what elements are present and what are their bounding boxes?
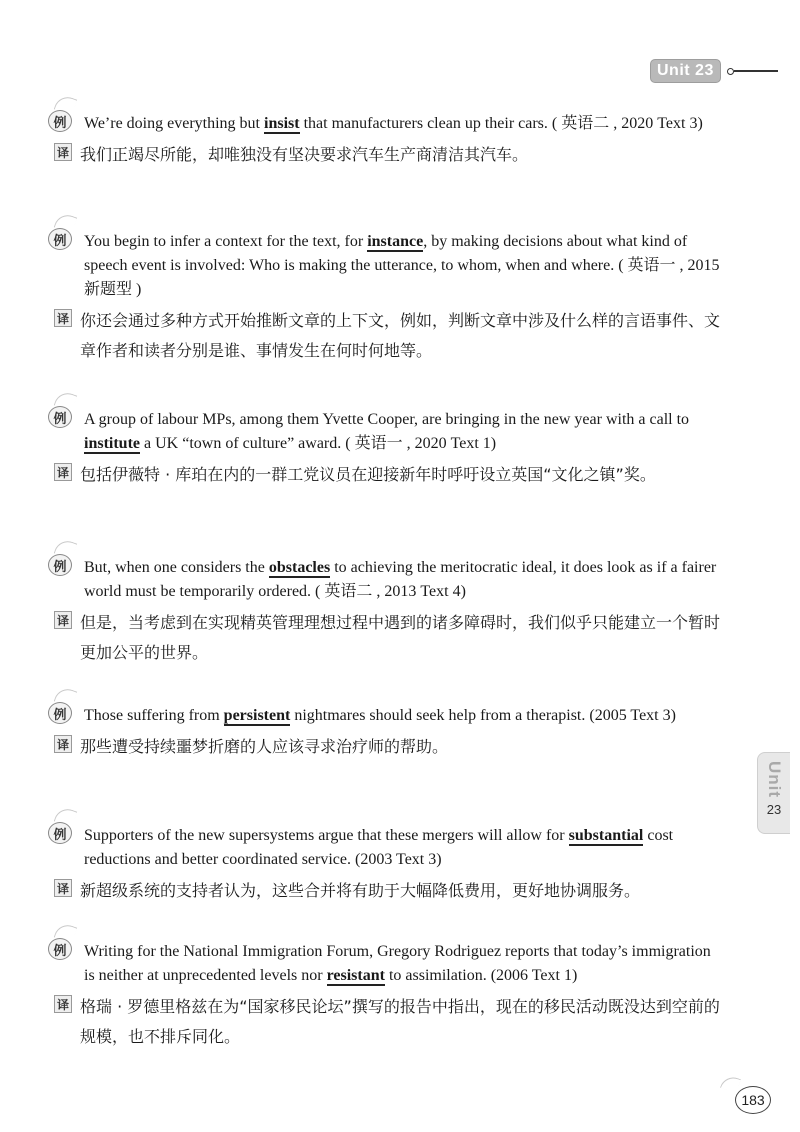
keyword: substantial (568, 827, 644, 844)
example-entry-4 (54, 556, 724, 668)
example-icon: 例 (48, 110, 76, 136)
unit-header-line (727, 68, 778, 75)
example-sentence: Writing for the National Immigration Forum, Gregory Rodriguez reports that today’s immigration is neither at unprecedented levels nor resistant to assimilation. (2006 Text 1) (84, 943, 711, 984)
example-icon: 例 (48, 702, 76, 728)
translation-text: 包括伊薇特 · 库珀在内的一群工党议员在迎接新年时呼吁设立英国“文化之镇”奖。 (80, 465, 656, 484)
keyword: obstacles (268, 559, 331, 576)
keyword: institute (84, 435, 140, 452)
side-unit-tab (757, 752, 790, 834)
translation-icon: 译 (54, 309, 72, 327)
example-sentence: But, when one considers the obstacles to achieving the meritocratic ideal, it does look as if a fairer world must be temporarily ordered. ( 英语二 , 2013 Text 4) (84, 559, 717, 600)
side-tab-number: 23 (766, 802, 782, 818)
translation-icon: 译 (54, 143, 72, 161)
example-sentence: Those suffering from persistent nightmares should seek help from a therapist. (2005 Text 3) (84, 707, 676, 724)
example-entry-5 (54, 704, 724, 762)
translation-icon: 译 (54, 735, 72, 753)
example-entry-2 (54, 230, 724, 366)
example-entry-1 (54, 112, 724, 170)
translation-text: 但是，当考虑到在实现精英管理理想过程中遇到的诸多障碍时，我们似乎只能建立一个暂时更加公平的世界。 (80, 613, 721, 662)
unit-header (650, 60, 778, 82)
page-number: 183 (735, 1086, 771, 1114)
example-icon: 例 (48, 406, 76, 432)
side-tab-label: Unit (765, 761, 784, 799)
keyword: resistant (326, 967, 385, 984)
keyword: instance (367, 233, 424, 250)
example-entry-7 (54, 940, 724, 1052)
example-entry-6 (54, 824, 724, 906)
unit-badge: Unit 23 (650, 59, 721, 83)
example-sentence: Supporters of the new supersystems argue that these mergers will allow for substantial cost reductions and better coordinated service. (2003 Text 3) (84, 827, 674, 868)
translation-text: 新超级系统的支持者认为，这些合并将有助于大幅降低费用，更好地协调服务。 (80, 881, 641, 900)
keyword: insist (264, 115, 300, 132)
translation-icon: 译 (54, 995, 72, 1013)
translation-icon: 译 (54, 463, 72, 481)
translation-icon: 译 (54, 879, 72, 897)
example-icon: 例 (48, 938, 76, 964)
translation-icon: 译 (54, 611, 72, 629)
translation-text: 你还会通过多种方式开始推断文章的上下文，例如，判断文章中涉及什么样的言语事件、文章作者和读者分别是谁、事情发生在何时何地等。 (80, 311, 721, 360)
example-sentence: You begin to infer a context for the text, for instance, by making decisions about what kind of speech event is involved: Who is making the utterance, to whom, when and where. ( 英语一 , 2015 新题型 ) (84, 233, 720, 298)
example-sentence: A group of labour MPs, among them Yvette Cooper, are bringing in the new year with a call to institute a UK “town of culture” award. ( 英语一 , 2020 Text 1) (84, 411, 690, 452)
example-icon: 例 (48, 228, 76, 254)
example-icon: 例 (48, 822, 76, 848)
example-sentence: We’re doing everything but insist that manufacturers clean up their cars. ( 英语二 , 2020 Text 3) (84, 115, 703, 132)
example-icon: 例 (48, 554, 76, 580)
translation-text: 那些遭受持续噩梦折磨的人应该寻求治疗师的帮助。 (80, 737, 449, 756)
translation-text: 格瑞 · 罗德里格兹在为“国家移民论坛”撰写的报告中指出，现在的移民活动既没达到空前的规模，也不排斥同化。 (80, 997, 720, 1046)
example-entry-3 (54, 408, 724, 490)
translation-text: 我们正竭尽所能，却唯独没有坚决要求汽车生产商清洁其汽车。 (80, 145, 529, 164)
keyword: persistent (223, 707, 291, 724)
